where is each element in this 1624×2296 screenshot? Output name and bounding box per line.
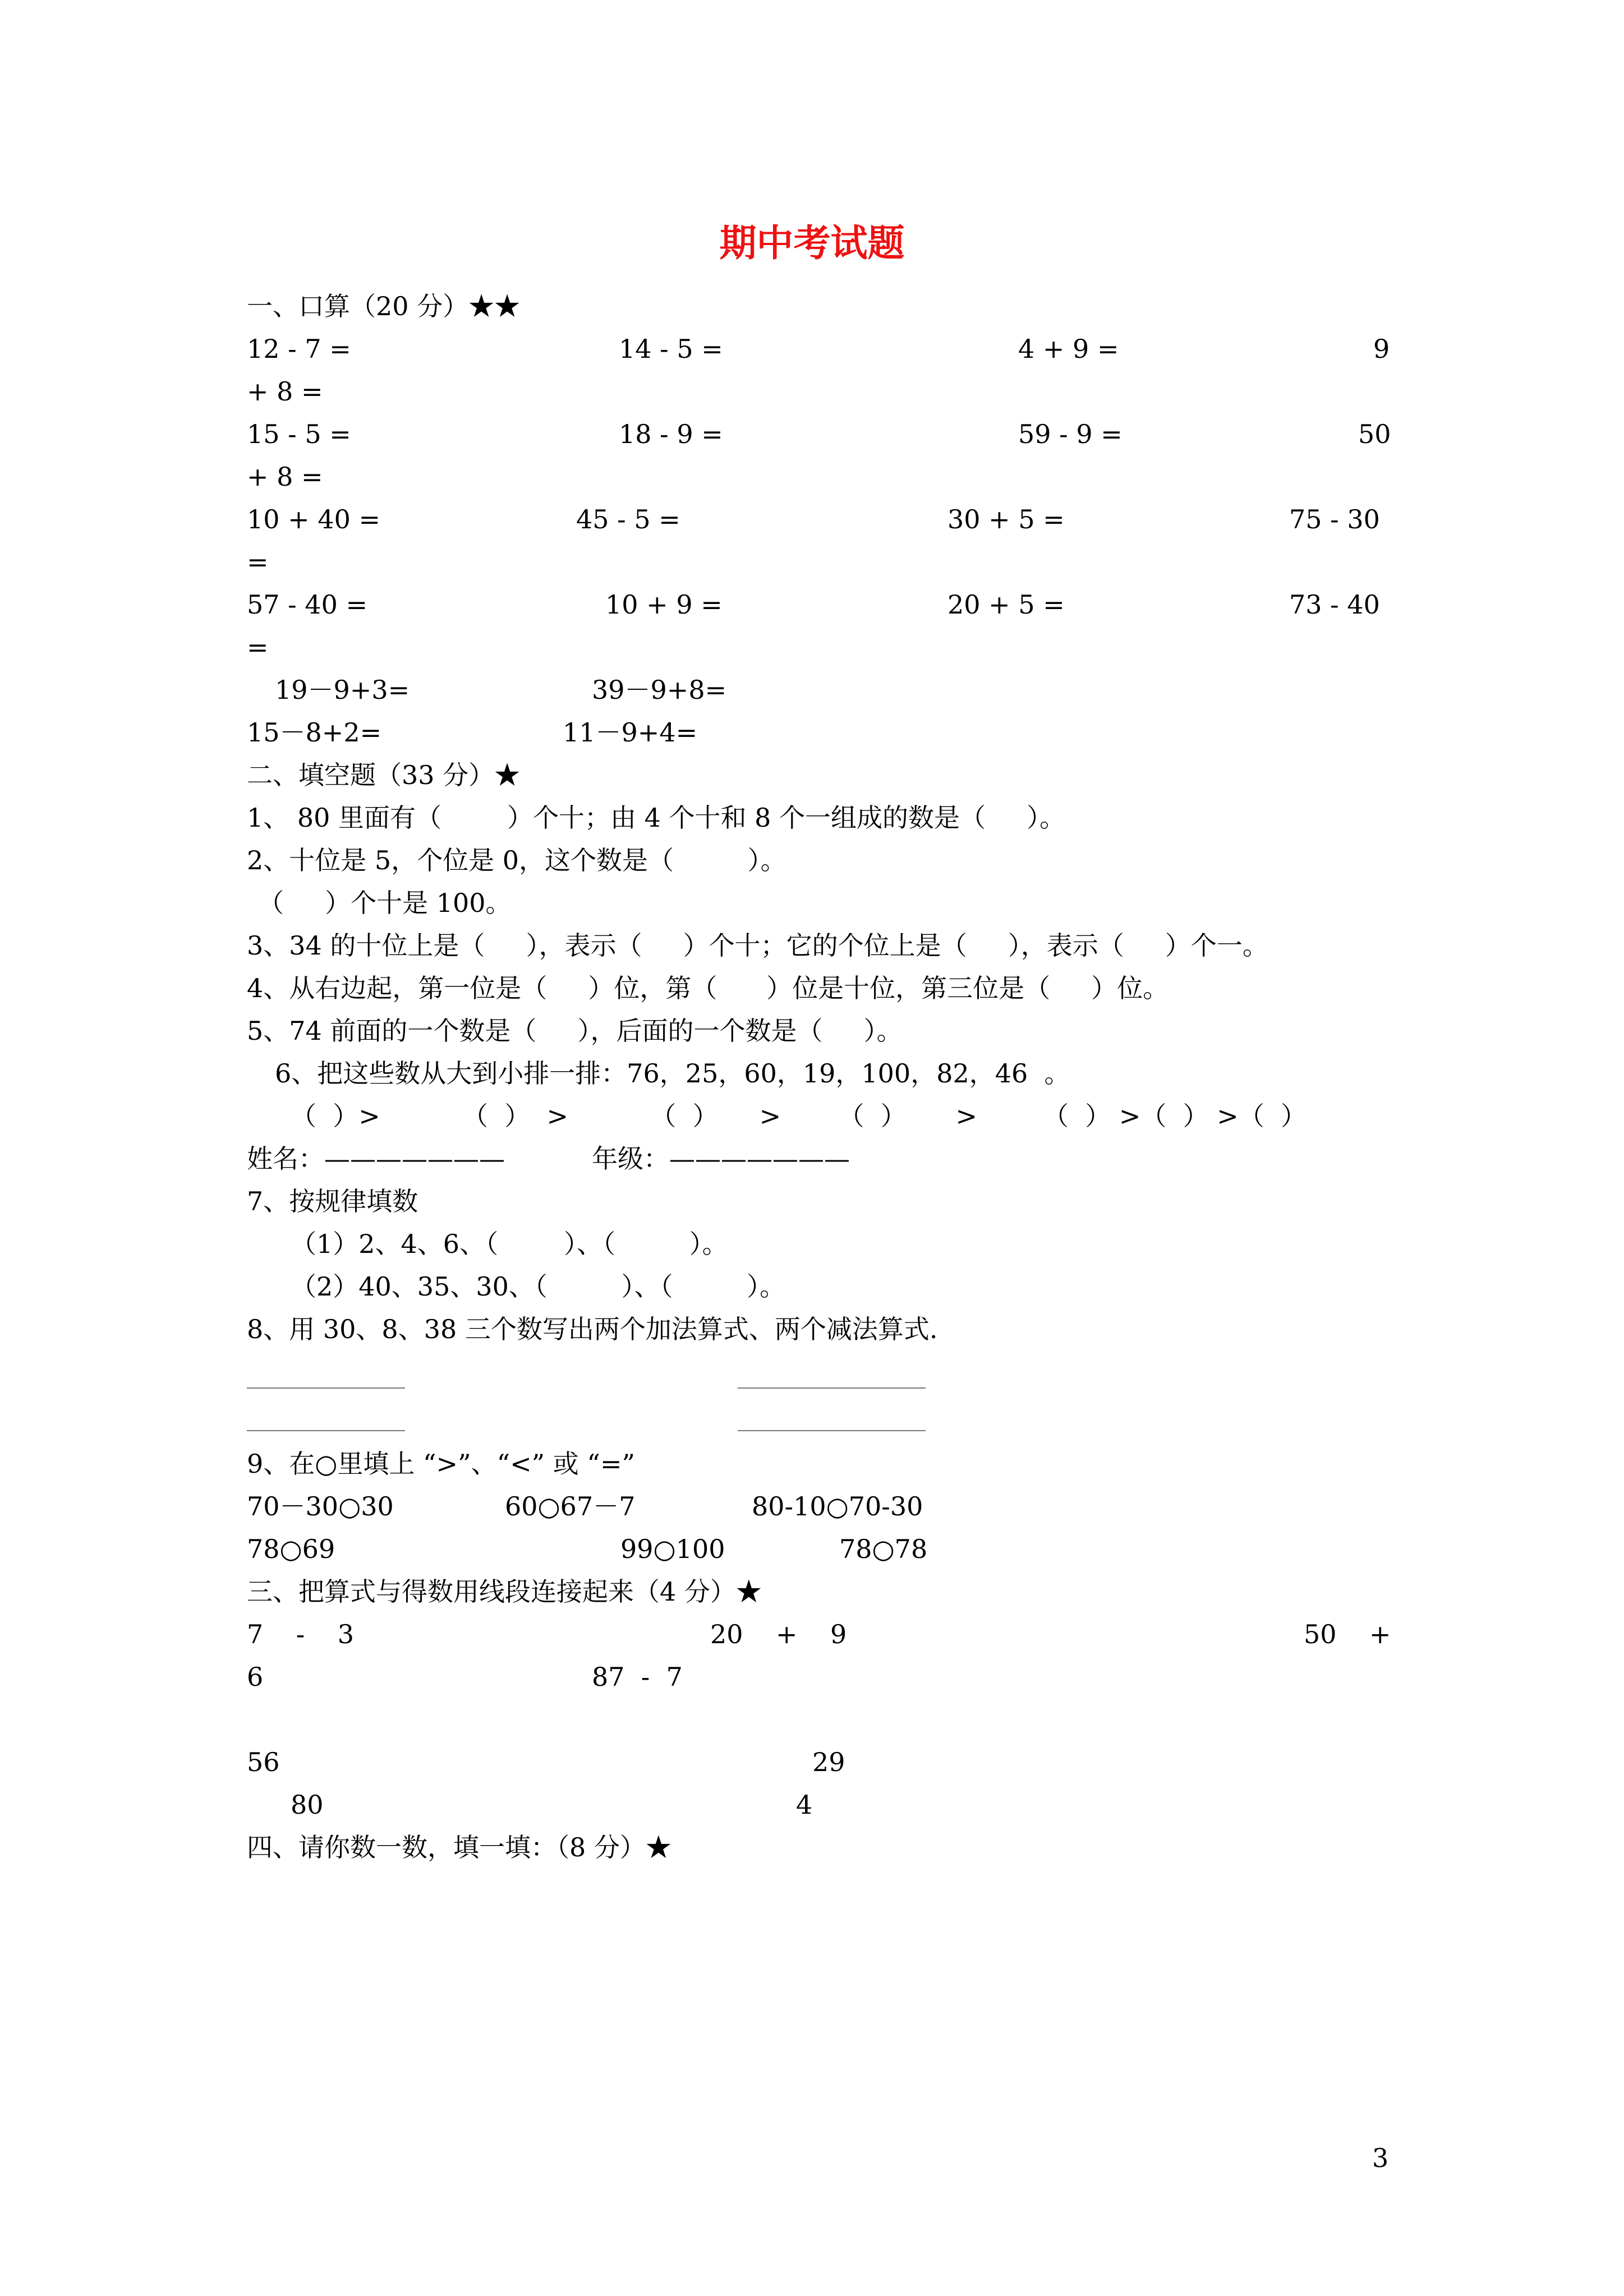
name-field: 姓名：——————— [247, 1144, 505, 1174]
mixed-item: 39－9+8= [592, 675, 727, 705]
mixed-item: 15－8+2= [247, 717, 382, 748]
question-1: 1、 80 里面有（ ）个十；由 4 个十和 8 个一组成的数是（ ）。 [247, 803, 1066, 833]
arith-item: = [247, 547, 269, 577]
answer-line [738, 1387, 926, 1389]
arith-item: 75 - 30 [1289, 504, 1380, 534]
arith-item: 59 - 9 = [1018, 419, 1122, 449]
question-7b: （2）40、35、30、（ ）、（ ）。 [291, 1271, 786, 1302]
question-5: 5、74 前面的一个数是（ ），后面的一个数是（ ）。 [247, 1016, 903, 1046]
question-2b: （ ）个十是 100。 [258, 888, 512, 918]
question-7a: （1）2、4、6、（ ）、（ ）。 [291, 1229, 728, 1259]
answer-line [247, 1430, 405, 1431]
arith-item: = [247, 632, 269, 662]
section3-heading: 三、把算式与得数用线段连接起来（4 分）★ [247, 1576, 762, 1607]
question-6-blanks: （ ）> （ ） > （ ） > （ ） > （ ） >（ ） >（ ） [291, 1101, 1307, 1131]
match-expression: 7 - 3 [247, 1619, 355, 1649]
section1-heading: 一、口算（20 分）★★ [247, 291, 521, 321]
question-7: 7、按规律填数 [247, 1186, 418, 1216]
compare-item: 80-10○70-30 [752, 1491, 923, 1522]
compare-item: 78○78 [839, 1534, 928, 1564]
arith-item: 18 - 9 = [619, 419, 723, 449]
match-expression: 50 + [1304, 1619, 1391, 1649]
arith-item: 10 + 40 = [247, 504, 381, 534]
arith-item: 9 [1373, 334, 1390, 364]
arith-item: 30 + 5 = [947, 504, 1065, 534]
question-2: 2、十位是 5，个位是 0，这个数是（ ）。 [247, 845, 786, 875]
match-result: 80 [291, 1790, 324, 1820]
match-result: 4 [796, 1790, 813, 1820]
compare-item: 99○100 [620, 1534, 725, 1564]
question-8: 8、用 30、8、38 三个数写出两个加法算式、两个减法算式. [247, 1314, 938, 1344]
match-expression: 6 [247, 1662, 264, 1692]
match-result: 29 [812, 1747, 845, 1777]
arith-item: + 8 = [247, 462, 323, 492]
compare-item: 78○69 [247, 1534, 335, 1564]
arith-item: + 8 = [247, 376, 323, 407]
mixed-item: 19－9+3= [275, 675, 410, 705]
arith-item: 12 - 7 = [247, 334, 351, 364]
compare-item: 70－30○30 [247, 1491, 394, 1522]
compare-item: 60○67－7 [505, 1491, 636, 1522]
mixed-item: 11－9+4= [563, 717, 698, 748]
arith-item: 15 - 5 = [247, 419, 351, 449]
page-title: 期中考试题 [719, 222, 905, 265]
arith-item: 14 - 5 = [619, 334, 723, 364]
answer-line [738, 1430, 926, 1431]
match-expression: 87 - 7 [592, 1662, 683, 1692]
answer-line [247, 1387, 405, 1389]
match-result: 56 [247, 1747, 280, 1777]
grade-field: 年级：——————— [592, 1144, 850, 1174]
arith-item: 10 + 9 = [605, 589, 723, 620]
arith-item: 45 - 5 = [576, 504, 680, 534]
question-3: 3、34 的十位上是（ ），表示（ ）个十；它的个位上是（ ），表示（ ）个一。 [247, 930, 1268, 961]
page-number: 3 [1372, 2143, 1389, 2173]
arith-item: 73 - 40 [1289, 589, 1380, 620]
arith-item: 20 + 5 = [947, 589, 1065, 620]
question-6: 6、把这些数从大到小排一排：76，25，60，19，100，82，46 。 [275, 1058, 1070, 1089]
section2-heading: 二、填空题（33 分）★ [247, 760, 521, 790]
question-9: 9、在○里填上 “>”、“<” 或 “=” [247, 1449, 635, 1479]
arith-item: 57 - 40 = [247, 589, 368, 620]
arith-item: 50 [1358, 419, 1391, 449]
question-4: 4、从右边起，第一位是（ ）位，第（ ）位是十位，第三位是（ ）位。 [247, 973, 1169, 1003]
section4-heading: 四、请你数一数，填一填：（8 分）★ [247, 1832, 671, 1862]
arith-item: 4 + 9 = [1018, 334, 1119, 364]
match-expression: 20 + 9 [710, 1619, 847, 1649]
